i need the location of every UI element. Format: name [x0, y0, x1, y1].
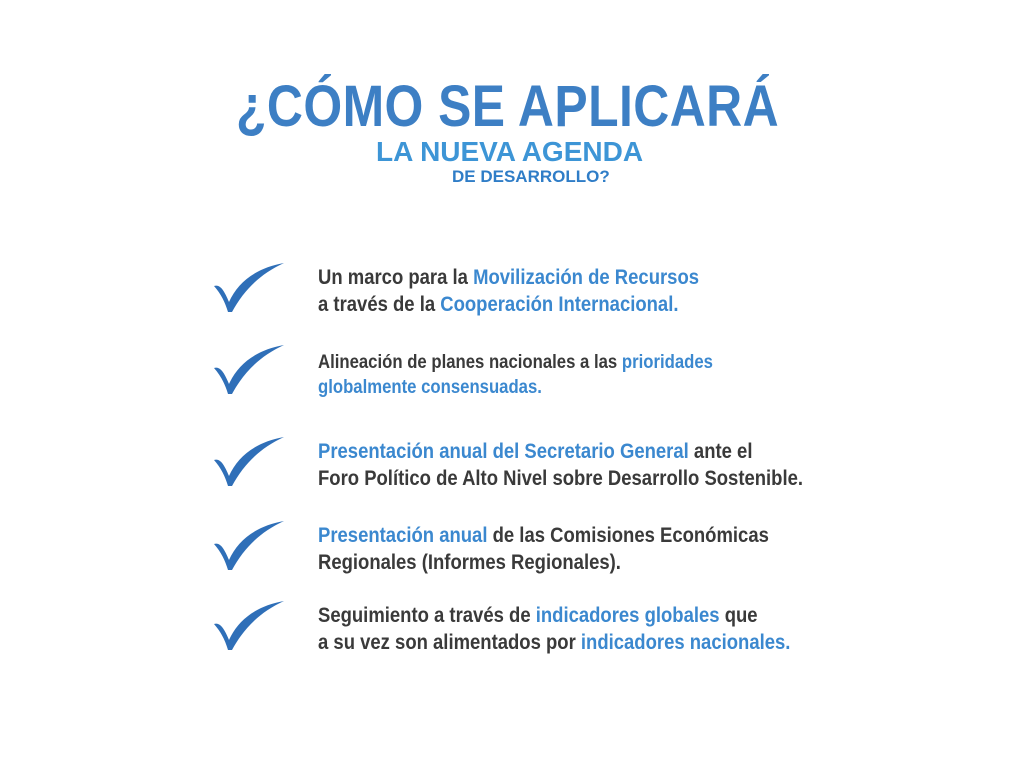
text-run-highlight: Presentación anual del Secretario General	[318, 440, 689, 463]
list-item-line	[318, 549, 769, 576]
list-item-line	[318, 602, 790, 629]
list-item-4	[212, 520, 892, 582]
list-item-1	[212, 262, 892, 324]
text-run: Un marco para la	[318, 266, 474, 289]
text-run: Seguimiento a través de	[318, 604, 536, 627]
list-item-line	[318, 375, 713, 400]
text-run: a su vez son alimentados por	[318, 631, 581, 654]
checkmark-icon	[212, 436, 286, 488]
text-run-highlight: indicadores nacionales.	[580, 631, 791, 654]
list-item-text	[318, 522, 769, 576]
title-subtitle-2: DE DESARROLLO?	[452, 167, 610, 186]
text-run: Regionales (Informes Regionales).	[318, 551, 621, 574]
text-run-highlight: Presentación anual	[318, 524, 488, 547]
list-item-text	[318, 350, 713, 400]
list-item-line	[318, 629, 790, 656]
list-item-text	[318, 264, 699, 318]
list-item-line	[318, 264, 699, 291]
text-run: que	[719, 604, 758, 627]
list-item-text	[318, 438, 803, 492]
list-item-line	[318, 465, 803, 492]
text-run-highlight: Movilización de Recursos	[473, 266, 700, 289]
text-run: a través de la	[318, 293, 441, 316]
text-run: Foro Político de Alto Nivel sobre Desarrollo Sostenible.	[318, 467, 804, 490]
text-run: de las Comisiones Económicas	[487, 524, 769, 547]
text-run-highlight: Cooperación Internacional.	[440, 293, 679, 316]
list-item-line	[318, 522, 769, 549]
text-run: Alineación de planes nacionales a las	[318, 352, 622, 373]
text-run: ante el	[688, 440, 753, 463]
checkmark-icon	[212, 344, 286, 396]
list-item-line	[318, 291, 699, 318]
checkmark-icon	[212, 262, 286, 314]
list-item-3	[212, 436, 892, 498]
list-item-5	[212, 600, 892, 662]
list-item-text	[318, 602, 790, 656]
list-item-2	[212, 344, 892, 406]
text-run-highlight: prioridades	[621, 352, 713, 373]
title-main: ¿CÓMO SE APLICARÁ	[236, 74, 780, 139]
title-subtitle: LA NUEVA AGENDA	[376, 136, 644, 167]
list-item-line	[318, 438, 803, 465]
text-run-highlight: indicadores globales	[535, 604, 720, 627]
checkmark-icon	[212, 600, 286, 652]
checkmark-icon	[212, 520, 286, 572]
text-run-highlight: globalmente consensuadas.	[318, 377, 542, 398]
list-item-line	[318, 350, 713, 375]
